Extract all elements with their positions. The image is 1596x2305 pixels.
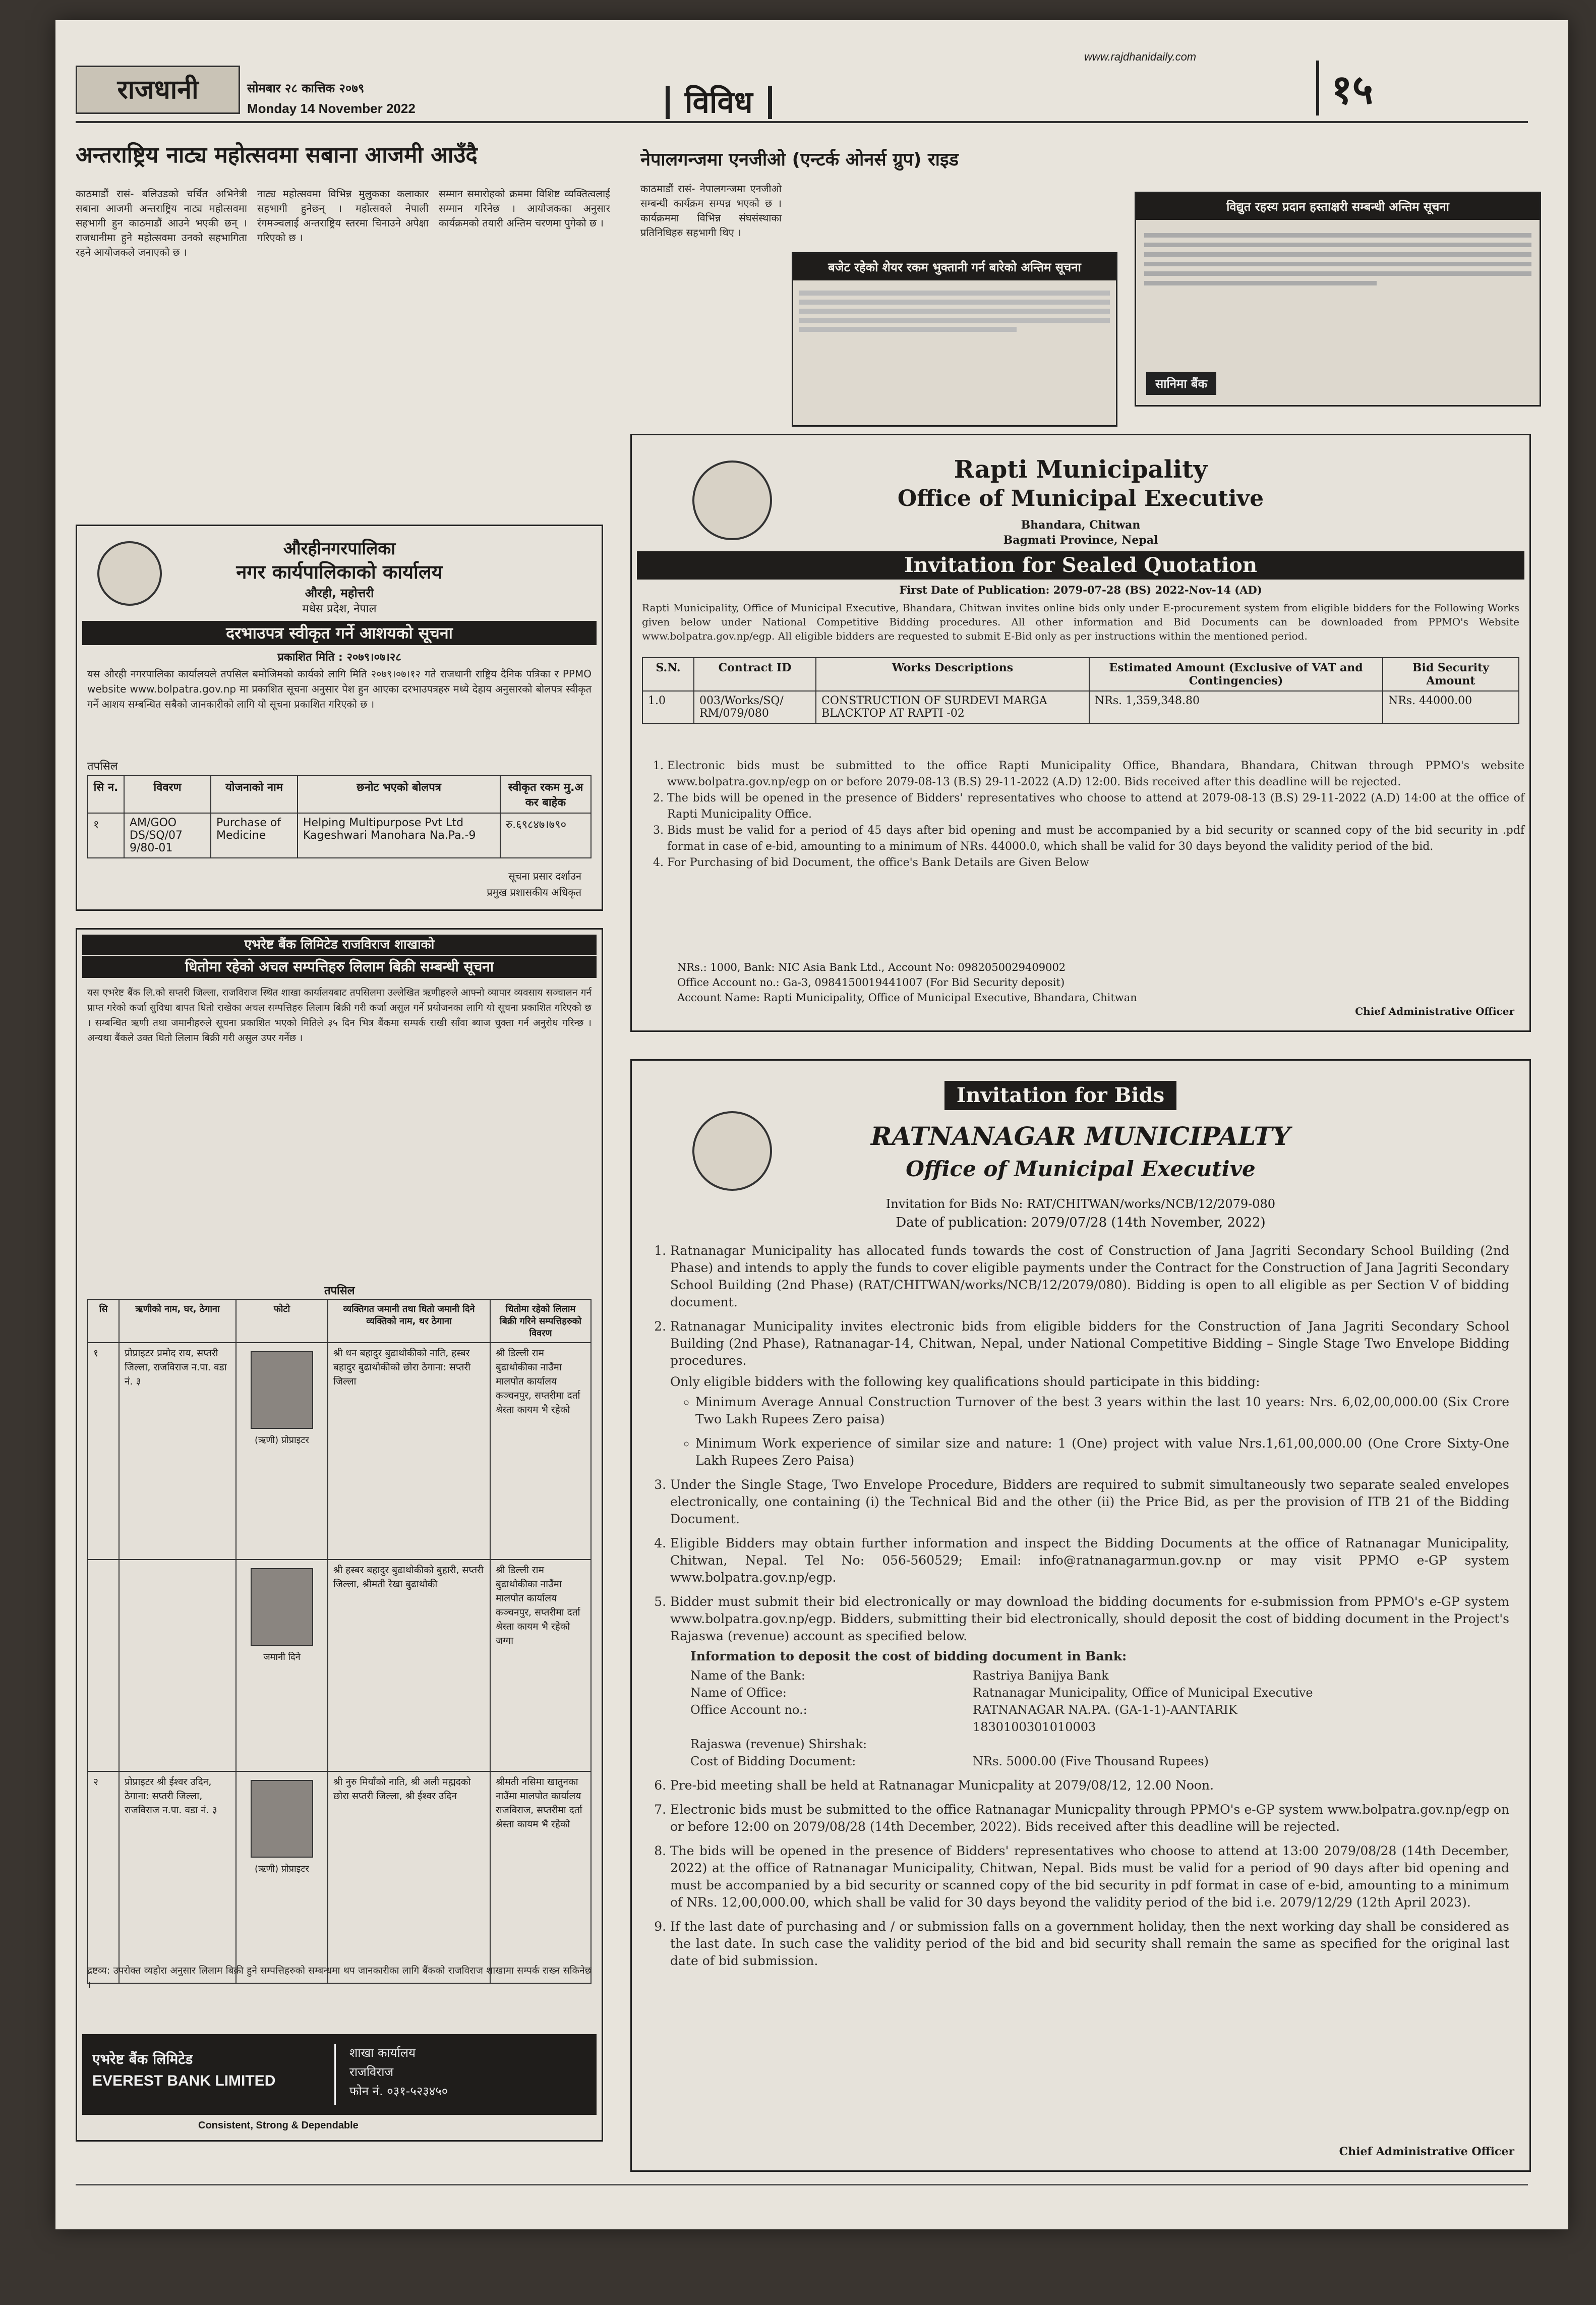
- ratnanagar-banner: Invitation for Bids: [944, 1081, 1176, 1110]
- aurahi-tapasil: तपसिल: [87, 760, 118, 773]
- photo-label: जमानी दिने: [263, 1652, 301, 1662]
- everest-notice: [76, 928, 603, 2142]
- table-cell: रु.६९८४७।७९०: [500, 813, 591, 858]
- table-cell: Purchase of Medicine: [211, 813, 298, 858]
- photo-label: (ऋणी) प्रोप्राइटर: [255, 1435, 309, 1446]
- ratnanagar-point-text: Bidder must submit their bid electronically or may download the bidding documents for e-submission from PPMO's e-GP system www.bolpatra.gov.np/egp. Bidders, submitting their bid electronically, should deposit the cost of bidding document in the Project's Rajaswa (revenue) account as specified below.: [670, 1594, 1509, 1643]
- rapti-bank-line: NRs.: 1000, Bank: NIC Asia Bank Ltd., Account No: 0982050029409002: [677, 961, 1066, 973]
- aurahi-th: छनोट भएको बोलपत्र: [298, 776, 500, 813]
- ratnanagar-subtitle: Office of Municipal Executive: [906, 1157, 1256, 1181]
- website: www.rajdhanidaily.com: [1084, 50, 1197, 63]
- share-notice-title: बजेट रहेको शेयर रकम भुक्तानी गर्न बारेको अन्तिम सूचना: [793, 254, 1116, 280]
- rapti-banner: Invitation for Sealed Quotation: [637, 551, 1524, 580]
- page-bottom-rule: [76, 2184, 1528, 2185]
- ratnanagar-notice: [630, 1059, 1531, 2172]
- paper-name: राजधानी: [76, 66, 240, 114]
- everest-footer: [82, 2034, 597, 2115]
- rapti-bank-line: Account Name: Rapti Municipality, Office of Municipal Executive, Bhandara, Chitwan: [677, 992, 1137, 1004]
- ratnanagar-title: RATNANAGAR MUNICIPALTY: [870, 1121, 1291, 1151]
- rapti-notice: [630, 434, 1531, 1032]
- deposit-value: Rastriya Banijya Bank: [973, 1668, 1109, 1683]
- top-right-notice-title: विद्युत रहस्य प्रदान हस्ताक्षरी सम्बन्धी अन्तिम सूचना: [1136, 193, 1540, 220]
- rapti-th-works: Works Descriptions: [816, 658, 1089, 691]
- everest-bank-name-en: EVEREST BANK LIMITED: [92, 2072, 276, 2089]
- rapti-bank-line: Office Account no.: Ga-3, 0984150019441007 (For Bid Security deposit): [677, 976, 1065, 989]
- rapti-th-amount: Estimated Amount (Exclusive of VAT and Contingencies): [1089, 658, 1383, 691]
- rapti-th-sn: S.N.: [642, 658, 694, 691]
- table-cell: १: [88, 813, 124, 858]
- top-right-notice-lines: [1136, 220, 1540, 299]
- table-cell: 003/Works/SQ/ RM/079/080: [694, 691, 816, 723]
- everest-body: यस एभरेष्ट बैंक लि.को सप्तरी जिल्ला, राजविराज स्थित शाखा कार्यालयबाट तपसिलमा उल्लेखित ऋणीहरुले आफ्नो व्यापार व्यवसाय सञ्चालन गर्न प्राप्त गरेको कर्जा सुविधा बापत धितो राखेका अचल सम्पत्तिहरु लिलाम बिक्री गरी कर्जा असुल गर्ने प्रयोजनका लागि यो सूचना प्रकाशित गरिएको छ । सम्बन्धित ऋणी तथा जमानीहरुले सूचना प्रकाशित भएको मितिले ३५ दिन भित्र बैंकमा सम्पर्क राखी साँवा ब्याज चुक्ता गर्न अनुरोध गरिन्छ । अन्यथा बैंकले उक्त धितो लिलाम बिक्री गरी असुल उपर गर्नेछ ।: [87, 987, 592, 1044]
- everest-th: व्यक्तिगत जमानी तथा धितो जमानी दिने व्यक्तिको नाम, थर ठेगाना: [328, 1299, 490, 1343]
- ratnanagar-deposit-title: Information to deposit the cost of bidding document in Bank:: [690, 1649, 1127, 1663]
- rapti-th-security: Bid Security Amount: [1383, 658, 1519, 691]
- table-cell: CONSTRUCTION OF SURDEVI MARGA BLACKTOP AT RAPTI -02: [816, 691, 1089, 723]
- table-cell: NRs. 44000.00: [1383, 691, 1519, 723]
- table-row: [88, 813, 591, 858]
- table-cell: प्रोप्राइटर श्री ईश्वर उदिन, ठेगाना: सप्तरी जिल्ला, राजविराज न.पा. वडा नं. ३: [119, 1771, 236, 1983]
- borrower-photo: [251, 1351, 313, 1429]
- ngo-body: काठमाडौं रासं- नेपालगन्जमा एनजीओ सम्बन्धी कार्यक्रम सम्पन्न भएको छ । कार्यक्रममा विभिन्न संघसंस्थाका प्रतिनिधिहरु सहभागी थिए ।: [640, 183, 782, 239]
- table-row: [690, 1718, 1313, 1736]
- sanima-bank-logo: सानिमा बैंक: [1146, 372, 1216, 395]
- rapti-subtitle: Office of Municipal Executive: [897, 486, 1264, 511]
- masthead-rule: [76, 121, 1528, 123]
- table-cell: Helping Multipurpose Pvt Ltd Kageshwari Manohara Na.Pa.-9: [298, 813, 500, 858]
- rapti-title: Rapti Municipality: [954, 455, 1208, 484]
- deposit-value: Ratnanagar Municipality, Office of Municipal Executive: [973, 1686, 1313, 1700]
- everest-th: सि: [88, 1299, 119, 1343]
- aurahi-title: औरहीनगरपालिका: [283, 539, 396, 559]
- table-row: [690, 1667, 1313, 1684]
- rapti-point: 3. Bids must be valid for a period of 45 days after bid opening and must be accompanied by a bid security or scanned copy of the bid security in .pdf format in case of e-bid, amounting to a minimum of NRs. 44000.0, which shall be valid for 30 days beyond the validity period of the bid.: [667, 823, 1524, 855]
- aurahi-date: प्रकाशित मिति : २०७९।०७।२८: [277, 651, 401, 664]
- aurahi-th: योजनाको नाम: [211, 776, 298, 813]
- table-row: [88, 1771, 591, 1983]
- everest-header: एभरेष्ट बैंक लिमिटेड राजविराज शाखाको: [82, 935, 597, 955]
- ratnanagar-deposit-table: [690, 1667, 1313, 1770]
- theatre-headline: अन्तराष्ट्रिय नाट्य महोत्सवमा सबाना आजमी आउँदै: [76, 142, 478, 168]
- table-cell: [88, 1560, 119, 1771]
- share-notice-box: [792, 252, 1117, 427]
- table-cell: श्री डिल्ली राम बुढाथोकीका नाउँमा मालपोत कार्यालय कञ्चनपुर, सप्तरीमा दर्ता श्रेस्ता कायम भै रहेको: [490, 1343, 591, 1560]
- theatre-col-1: काठमाडौं रासं- बलिउडको चर्चित अभिनेत्री सबाना आजमी अन्तराष्ट्रिय नाट्य महोत्सवमा सहभागी हुन काठमाडौं आउने भएकी छन् । राजधानीमा हुने महोत्सवमा उनको सहभागिता रहने आयोजकले जनाएको छ ।: [76, 188, 247, 258]
- ngo-headline: नेपालगन्जमा एनजीओ (एन्टर्क ओनर्स ग्रुप) राइड: [640, 149, 959, 170]
- deposit-value: 1830100301010003: [973, 1720, 1096, 1734]
- table-cell: २: [88, 1771, 119, 1983]
- table-row: [690, 1753, 1313, 1770]
- everest-th: फोटो: [236, 1299, 328, 1343]
- table-cell: प्रोप्राइटर प्रमोद राय, सप्तरी जिल्ला, राजविराज न.पा. वडा नं. ३: [119, 1343, 236, 1560]
- everest-branch-label: शाखा कार्यालय: [349, 2046, 416, 2060]
- ratnanagar-point: 3. Under the Single Stage, Two Envelope Procedure, Bidders are required to submit simultaneously two separate sealed envelopes electronically, one containing (i) the Technical Bid and the other (ii) the Price Bid, as per the provision of ITB 21 of the Bidding Document.: [670, 1476, 1509, 1528]
- top-right-notice: [1135, 192, 1541, 407]
- everest-th: ऋणीको नाम, घर, ठेगाना: [119, 1299, 236, 1343]
- aurahi-banner: दरभाउपत्र स्वीकृत गर्ने आशयको सूचना: [82, 621, 597, 645]
- table-row: [690, 1736, 1313, 1753]
- ratnanagar-point-text: Ratnanagar Municipality invites electronic bids from eligible bidders for the Construction of Jana Jagriti Secondary School Building (2nd Phase), Ratnanagar-14, Chitwan, Nepal, under National Competitive Bidding – Single Stage Two Envelope Bidding procedures.: [670, 1319, 1509, 1368]
- aurahi-address1: औरही, महोत्तरी: [305, 586, 374, 600]
- aurahi-notice: [76, 525, 603, 911]
- ratnanagar-point: 9. If the last date of purchasing and / or submission falls on a government holiday, then the next working day shall be considered as the last date. In such case the validity period of the bid and bid security shall remain the same as specified for the original last date of bid submission.: [670, 1918, 1509, 1970]
- rapti-point: 1. Electronic bids must be submitted to the office Rapti Municipality Office, Bhandara, Bhandara, Chitwan through PPMO's website www.bolpatra.gov.np/egp on or before 2079-08-13 (B.S) 29-11-2022 (A.D) 12:00. Bids received after this deadline will be rejected.: [667, 758, 1524, 790]
- everest-tagline: Consistent, Strong & Dependable: [198, 2120, 359, 2131]
- ratnanagar-point: 7. Electronic bids must be submitted to the office Ratnanagar Municpality through PPMO's e-GP system www.bolpatra.gov.np/egp on or before 12:00 on 2079/08/28 (14th December, 2022). Bids received after this deadline will be rejected.: [670, 1801, 1509, 1835]
- aurahi-table-header: [88, 776, 591, 813]
- table-cell: [236, 1771, 328, 1983]
- aurahi-th: सि न.: [88, 776, 124, 813]
- table-cell: श्री डिल्ली राम बुढाथोकीका नाउँमा मालपोत कार्यालय कञ्चनपुर, सप्तरीमा दर्ता श्रेस्ता कायम भै रहेको जग्गा: [490, 1560, 591, 1771]
- everest-table: [87, 1299, 592, 1984]
- everest-tapasil: तपसिल: [324, 1285, 355, 1297]
- aurahi-address2: मधेस प्रदेश, नेपाल: [302, 603, 377, 615]
- everest-banner: धितोमा रहेको अचल सम्पत्तिहरु लिलाम बिक्री सम्बन्धी सूचना: [82, 956, 597, 978]
- date-english: Monday 14 November 2022: [247, 101, 416, 116]
- deposit-value: RATNANAGAR NA.PA. (GA-1-1)-AANTARIK: [973, 1703, 1237, 1717]
- rapti-signature: Chief Administrative Officer: [1355, 1005, 1514, 1017]
- date-nepali: सोमबार २८ कात्तिक २०७९: [247, 81, 365, 95]
- ratnanagar-point: 6. Pre-bid meeting shall be held at Ratnanagar Municpality at 2079/08/12, 12.00 Noon.: [670, 1777, 1509, 1794]
- deposit-label: Rajaswa (revenue) Shirshak:: [690, 1737, 867, 1751]
- deposit-label: Name of Office:: [690, 1686, 787, 1700]
- ratnanagar-qual: ◦ Minimum Average Annual Construction Turnover of the best 3 years within the last 10 years: Nrs. 6,02,00,000.00 (Six Crore Two Lakh Rupees Zero paisa): [695, 1394, 1509, 1428]
- aurahi-signature1: सूचना प्रसार दर्शाउन: [508, 870, 581, 882]
- page-number: १५: [1316, 61, 1373, 116]
- table-row: [88, 1343, 591, 1560]
- table-cell: श्री हस्बर बहादुर बुढाथोकीको बुहारी, सप्तरी जिल्ला, श्रीमती रेखा बुढाथोकी: [328, 1560, 490, 1771]
- ratnanagar-point: [670, 1318, 1509, 1469]
- deposit-label: Name of the Bank:: [690, 1668, 805, 1683]
- rapti-address1: Bhandara, Chitwan: [1021, 518, 1141, 532]
- share-notice-body: [793, 280, 1116, 342]
- deposit-label: Cost of Bidding Document:: [690, 1754, 856, 1768]
- rapti-intro: Rapti Municipality, Office of Municipal Executive, Bhandara, Chitwan invites online bids only under E-procurement system from eligible bidders for the Following Works given below under National Competitive Bidding procedures. All other information and Bid Documents can be downloaded from PPMO's Website www.bolpatra.gov.np/egp. All eligible bidders are requested to submit E-Bid only as per instructions within the mentioned period.: [642, 602, 1519, 642]
- ratnanagar-quals: [670, 1394, 1509, 1469]
- table-cell: AM/GOO DS/SQ/07 9/80-01: [124, 813, 211, 858]
- everest-th: धितोमा रहेको लिलाम बिक्री गरिने सम्पत्तिहरुको विवरण: [490, 1299, 591, 1343]
- table-row: [88, 1560, 591, 1771]
- table-cell: श्री नुरु मियाँको नाति, श्री अली मह्मदको छोरा सप्तरी जिल्ला, श्री ईश्वर उदिन: [328, 1771, 490, 1983]
- ratnanagar-point: 1. Ratnanagar Municipality has allocated funds towards the cost of Construction of Jana Jagriti Secondary School Building (2nd Phase) and intends to apply the funds to cover eligible payments under the Contract for the Construction of Jana Jagriti Secondary School Building (2nd Phase) (RAT/CHITWAN/works/NCB/12/2079/080). Bidding is open to all eligible as per Section V of bidding document.: [670, 1242, 1509, 1311]
- table-cell: श्रीमती नसिमा खातुनका नाउँमा मालपोत कार्यालय राजविराज, सप्तरीमा दर्ता श्रेस्ता कायम भै रहेको: [490, 1771, 591, 1983]
- ratnanagar-qual-intro: Only eligible bidders with the following key qualifications should participate in this bidding:: [670, 1374, 1260, 1389]
- table-row: [642, 691, 1519, 723]
- table-cell: NRs. 1,359,348.80: [1089, 691, 1383, 723]
- everest-branch-phone: फोन नं. ०३१-५२३४५०: [349, 2084, 448, 2098]
- table-cell: 1.0: [642, 691, 694, 723]
- table-cell: श्री धन बहादुर बुढाथोकीको नाति, हस्बर बहादुर बुढाथोकीको छोरा ठेगाना: सप्तरी जिल्ला: [328, 1343, 490, 1560]
- ratnanagar-date: Date of publication: 2079/07/28 (14th November, 2022): [896, 1215, 1266, 1230]
- table-cell: [236, 1343, 328, 1560]
- photo-label: (ऋणी) प्रोप्राइटर: [255, 1864, 309, 1874]
- deposit-label: [690, 1718, 973, 1736]
- rapti-point: 2. The bids will be opened in the presence of Bidders' representatives who choose to attend at 2079-08-13 (B.S) 29-11-2022 (A.D) 14:00 at the office of Rapti Municipality Office.: [667, 790, 1524, 823]
- newspaper-page: [55, 20, 1568, 2229]
- everest-divider: [334, 2044, 336, 2105]
- ratnanagar-body: [642, 1242, 1509, 1977]
- table-cell: १: [88, 1343, 119, 1560]
- everest-branch-city: राजविराज: [349, 2065, 394, 2079]
- ratnanagar-points-a: [642, 1242, 1509, 1970]
- rapti-table: [642, 657, 1519, 724]
- table-cell: [119, 1560, 236, 1771]
- rapti-first-date: First Date of Publication: 2079-07-28 (BS) 2022-Nov-14 (AD): [899, 584, 1262, 596]
- guarantor-photo: [251, 1568, 313, 1646]
- ratnanagar-signature: Chief Administrative Officer: [1339, 2145, 1514, 2158]
- rapti-address2: Bagmati Province, Nepal: [1003, 534, 1158, 547]
- rapti-point: 4. For Purchasing of bid Document, the office's Bank Details are Given Below: [667, 855, 1524, 871]
- deposit-value: NRs. 5000.00 (Five Thousand Rupees): [973, 1754, 1209, 1768]
- theatre-col-2: नाट्य महोत्सवमा विभिन्न मुलुकका कलाकार सहभागी हुनेछन् । महोत्सवले नेपाली रंगमञ्चलाई अन्तराष्ट्रिय स्तरमा चिनाउने अपेक्षा गरिएको छ ।: [257, 188, 429, 244]
- section-title: विविध: [666, 86, 772, 119]
- table-row: [690, 1701, 1313, 1718]
- everest-bank-name: एभरेष्ट बैंक लिमिटेड: [92, 2051, 193, 2067]
- ratnanagar-point: 8. The bids will be opened in the presence of Bidders' representatives who choose to attend at 13:00 2079/08/28 (14th December, 2022) at the office of Ratnanagar Municipality, Chitwan, Nepal. Bids must be valid for a period of 90 days after bid opening and must be accompanied by a bid security or scanned copy of the bid security in pdf format in case of e-bid, amounting to a minimum of NRs. 12,00,000.00, which shall be valid for 30 days beyond the validity period of the bid i.e. 2079/12/29 (12th April 2023).: [670, 1842, 1509, 1911]
- aurahi-th: विवरण: [124, 776, 211, 813]
- aurahi-signature2: प्रमुख प्रशासकीय अधिकृत: [487, 886, 581, 898]
- theatre-col-3: सम्मान समारोहको क्रममा विशिष्ट व्यक्तित्वलाई सम्मान गरिनेछ । आयोजकका अनुसार कार्यक्रमको तयारी अन्तिम चरणमा पुगेको छ ।: [439, 188, 610, 229]
- aurahi-table: [87, 775, 592, 858]
- borrower-photo: [251, 1780, 313, 1858]
- ratnanagar-invitation-no: Invitation for Bids No: RAT/CHITWAN/works/NCB/12/2079-080: [885, 1197, 1276, 1211]
- ratnanagar-point: 4. Eligible Bidders may obtain further information and inspect the Bidding Documents at the office of Ratnanagar Municipality, Chitwan, Nepal. Tel No: 056-560529; Email: info@ratnanagarmun.gov.np or may visit PPMO e-GP system www.bolpatra.gov.np/egp.: [670, 1535, 1509, 1586]
- ratnanagar-point: [670, 1593, 1509, 1770]
- aurahi-body: यस औरही नगरपालिका कार्यालयले तपसिल बमोजिमको कार्यको लागि मिति २०७९।०७।१२ गते राजधानी राष्ट्रिय दैनिक पत्रिका र PPMO website www.bolpatra.gov.np मा प्रकाशित सूचना अनुसार पेश हुन आएका दरभाउपत्रहरु मध्ये देहाय अनुसारको बोलपत्र स्वीकृत गर्ने आशय सम्बन्धित सबैको जानकारीको लागि यो सूचना प्रकाशित गरिएको छ ।: [87, 668, 592, 710]
- aurahi-subtitle: नगर कार्यपालिकाको कार्यालय: [236, 561, 443, 583]
- rapti-th-contract: Contract ID: [694, 658, 816, 691]
- deposit-value: [973, 1736, 1313, 1753]
- everest-note: द्रष्टव्य: उपरोक्त व्यहोरा अनुसार लिलाम बिक्री हुने सम्पत्तिहरुको सम्बन्धमा थप जानकारीका लागि बैंकको राजविराज शाखामा सम्पर्क राख्न सकिनेछ ।: [87, 1965, 592, 1990]
- table-cell: [236, 1560, 328, 1771]
- deposit-label: Office Account no.:: [690, 1703, 807, 1717]
- rapti-table-header: [642, 658, 1519, 691]
- everest-table-header: [88, 1299, 591, 1343]
- rapti-bank-details: [677, 960, 1137, 1005]
- table-row: [690, 1684, 1313, 1701]
- aurahi-th: स्वीकृत रकम मु.अ कर बाहेक: [500, 776, 591, 813]
- rapti-points: [642, 758, 1524, 871]
- ratnanagar-qual: ◦ Minimum Work experience of similar size and nature: 1 (One) project with value Nrs.1,61,00,000.00 (One Crore Sixty-One Lakh Rupees Zero Paisa): [695, 1435, 1509, 1469]
